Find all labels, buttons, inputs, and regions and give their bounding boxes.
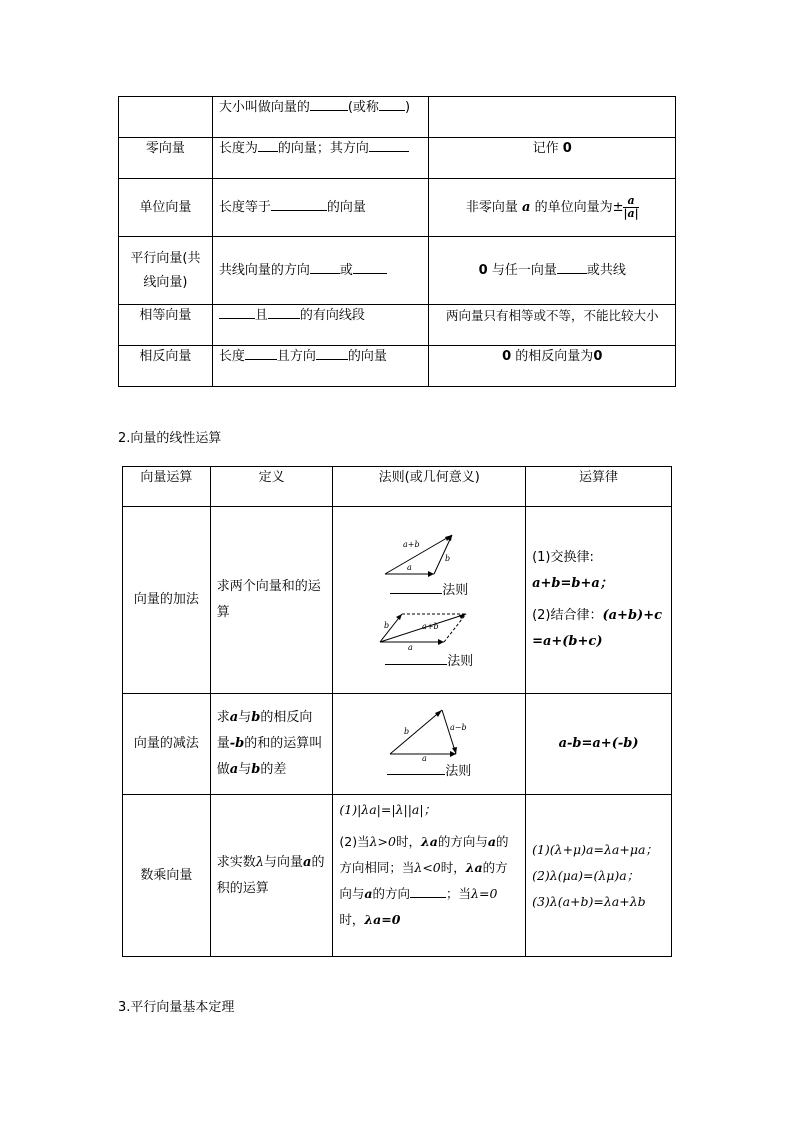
definition-cell: 且 的有向线段 xyxy=(212,305,429,346)
table-row xyxy=(123,507,672,694)
rule-triangle-caption: 法则 xyxy=(442,582,469,598)
operation-subtraction: 向量的减法 xyxy=(123,694,211,795)
section-heading-parallel-theorem: 3.平行向量基本定理 xyxy=(118,1000,235,1015)
term-opposite-vector: 相反向量 xyxy=(119,346,213,387)
definition-cell: 大小叫做向量的 (或称 ) xyxy=(212,97,429,138)
definition-cell: 求两个向量和的运算 xyxy=(210,507,333,694)
definition-cell: 共线向量的方向 或 xyxy=(212,237,429,305)
table-row xyxy=(123,795,672,957)
note-cell: 0 与任一向量 或共线 xyxy=(429,237,676,305)
label-b: b xyxy=(404,727,410,737)
definition-cell: 求实数λ与向量a的积的运算 xyxy=(210,795,333,957)
section-heading-linear-operations: 2.向量的线性运算 xyxy=(118,431,222,446)
definition-cell: 长度 且方向 的向量 xyxy=(212,346,429,387)
label-a-plus-b: a+b xyxy=(422,622,439,631)
note-cell: 非零向量 a 的单位向量为± $\frac{a}{|a|}$ xyxy=(429,179,676,237)
triangle-rule-diagram xyxy=(379,529,479,581)
table-row xyxy=(119,346,676,387)
table-row xyxy=(123,694,672,795)
label-a: a xyxy=(408,643,413,652)
note-cell: 两向量只有相等或不等，不能比较大小 xyxy=(429,305,676,346)
label-b: b xyxy=(445,553,451,563)
rule-parallelogram-caption: 法则 xyxy=(447,654,474,669)
column-header-law: 运算律 xyxy=(526,467,672,507)
definition-cell: 求a与b的相反向量-b的和的运算叫做a与b的差 xyxy=(210,694,333,795)
label-a-plus-b: a+b xyxy=(403,539,420,549)
rule-cell: (1)|λa|=|λ||a|； (2)当λ>0时，λa的方向与a的方向相同；当λ<0时，λa的方向与a的方向 ；当λ=0时，λa=0 xyxy=(333,795,526,957)
operation-scalar-multiplication: 数乘向量 xyxy=(123,795,211,957)
table-row xyxy=(119,305,676,346)
parallelogram-rule-diagram xyxy=(374,606,484,652)
table-row xyxy=(119,237,676,305)
operation-addition: 向量的加法 xyxy=(123,507,211,694)
subtraction-triangle-diagram xyxy=(384,706,474,762)
column-header-operation: 向量运算 xyxy=(123,467,211,507)
law-cell: (1)(λ+μ)a=λa+μa； (2)λ(μa)=(λμ)a； (3)λ(a+b)=λa+λb xyxy=(526,795,672,957)
label-a: a xyxy=(422,754,427,763)
term-zero-vector: 零向量 xyxy=(119,138,213,179)
unit-vector-fraction: $\frac{a}{|a|}$ xyxy=(623,194,639,220)
table-row xyxy=(119,97,676,138)
vector-concepts-table xyxy=(118,96,676,387)
label-a-minus-b: a−b xyxy=(450,723,467,733)
label-a: a xyxy=(407,562,412,572)
column-header-definition: 定义 xyxy=(210,467,333,507)
column-header-rule: 法则(或几何意义) xyxy=(333,467,526,507)
term-parallel-vector: 平行向量(共线向量) xyxy=(119,237,213,305)
note-cell: 0 的相反向量为0 xyxy=(429,346,676,387)
table-row xyxy=(119,179,676,237)
definition-cell: 长度为 的向量；其方向 xyxy=(212,138,429,179)
label-b: b xyxy=(384,621,390,630)
law-cell: a-b=a+(-b) xyxy=(526,694,672,795)
rule-triangle-caption: 法则 xyxy=(445,764,472,780)
term-unit-vector: 单位向量 xyxy=(119,179,213,237)
linear-operations-table xyxy=(122,466,672,957)
note-cell: 记作 0 xyxy=(429,138,676,179)
table-header-row xyxy=(123,467,672,507)
term-equal-vector: 相等向量 xyxy=(119,305,213,346)
definition-cell: 长度等于 的向量 xyxy=(212,179,429,237)
rule-cell xyxy=(333,507,526,694)
law-cell: (1)交换律: a+b=b+a； (2)结合律：(a+b)+c =a+(b+c) xyxy=(526,507,672,694)
table-row xyxy=(119,138,676,179)
rule-cell xyxy=(333,694,526,795)
